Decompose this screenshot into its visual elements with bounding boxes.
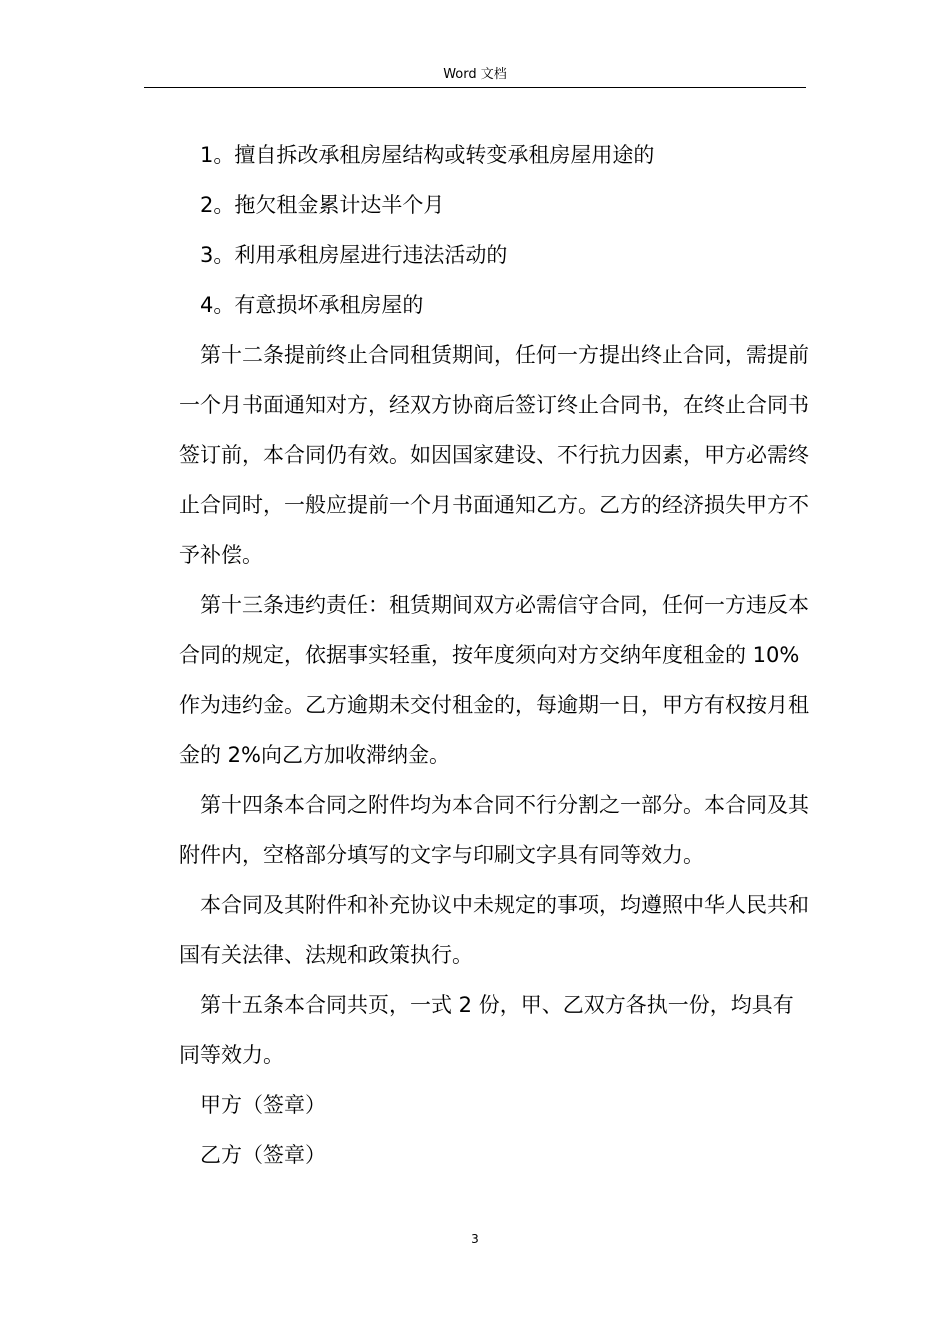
- party-b-signature: 乙方（签章）: [200, 1143, 326, 1167]
- clause-12-early-termination: 第十二条提前终止合同租赁期间，任何一方提出终止合同，需提前一个月书面通知对方，经双方协商后签订终止合同书，在终止合同书签订前，本合同仍有效。如因国家建设、不行抗力因素，甲方必需终止合同时，一般应提前一个月书面通知乙方。乙方的经济损失甲方不予补偿。: [179, 343, 809, 567]
- list-item-2: 2。拖欠租金累计达半个月: [200, 193, 445, 217]
- clause-14-attachments: 第十四条本合同之附件均为本合同不行分割之一部分。本合同及其附件内，空格部分填写的文字与印刷文字具有同等效力。: [179, 793, 809, 867]
- list-item-3: 3。利用承租房屋进行违法活动的: [200, 243, 508, 267]
- header-divider: [144, 87, 806, 88]
- page-number: 3: [471, 1232, 479, 1246]
- list-item-1: 1。擅自拆改承租房屋结构或转变承租房屋用途的: [200, 143, 655, 167]
- clause-unspecified-matters: 本合同及其附件和补充协议中未规定的事项，均遵照中华人民共和国有关法律、法规和政策执行。: [179, 893, 809, 967]
- party-a-signature: 甲方（签章）: [200, 1093, 326, 1117]
- clause-15-copies: 第十五条本合同共页，一式 2 份，甲、乙双方各执一份，均具有同等效力。: [179, 993, 794, 1067]
- list-item-4: 4。有意损坏承租房屋的: [200, 293, 424, 317]
- page-header-title: Word 文档: [443, 67, 507, 82]
- document-body: [179, 130, 809, 1180]
- clause-13-liability: 第十三条违约责任：租赁期间双方必需信守合同，任何一方违反本合同的规定，依据事实轻重，按年度须向对方交纳年度租金的 10%作为违约金。乙方逾期未交付租金的，每逾期一日，甲方有权按月租金的 2%向乙方加收滞纳金。: [179, 593, 809, 767]
